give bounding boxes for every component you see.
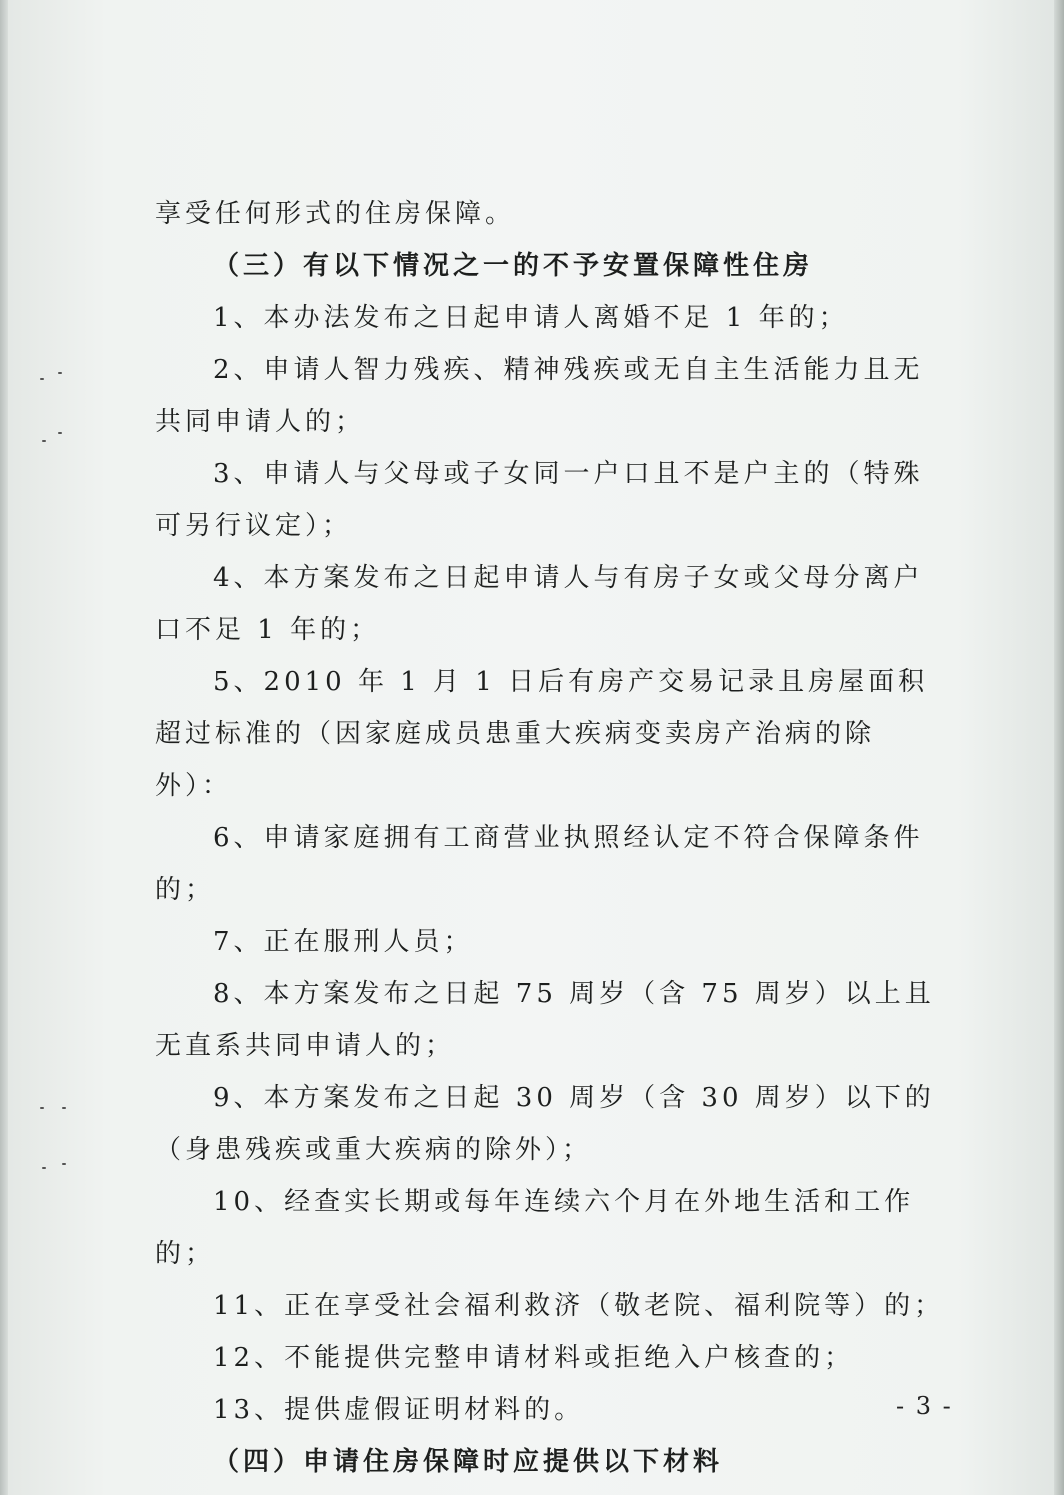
list-item: 11、正在享受社会福利救济（敬老院、福利院等）的； — [213, 1291, 945, 1321]
page-edge-left — [0, 0, 8, 1495]
paragraph-continuation: 享受任何形式的住房保障。 — [155, 199, 516, 229]
list-item: 3、申请人与父母或子女同一户口且不是户主的（特殊可另行议定）； — [155, 459, 924, 541]
list-item: 13、提供虚假证明材料的。 — [213, 1395, 585, 1425]
list-item: 4、本方案发布之日起申请人与有房子女或父母分离户口不足 1 年的； — [155, 563, 924, 645]
list-item: 8、本方案发布之日起 75 周岁（含 75 周岁）以上且无直系共同申请人的； — [155, 979, 935, 1061]
margin-mark — [42, 1167, 46, 1169]
page-number: - 3 - — [896, 1392, 953, 1420]
margin-mark — [40, 378, 44, 380]
document-body — [155, 188, 945, 1488]
margin-mark — [40, 1107, 44, 1109]
list-item: 9、本方案发布之日起 30 周岁（含 30 周岁）以下的（身患残疾或重大疾病的除外）； — [155, 1083, 935, 1165]
list-item: 12、不能提供完整申请材料或拒绝入户核查的； — [213, 1343, 855, 1373]
list-item: 10、经查实长期或每年连续六个月在外地生活和工作的； — [155, 1187, 915, 1269]
page-edge-right — [1054, 0, 1064, 1495]
margin-mark — [62, 1107, 66, 1109]
list-item: 7、正在服刑人员； — [213, 927, 474, 957]
list-item: 1、本办法发布之日起申请人离婚不足 1 年的； — [213, 303, 849, 333]
section-heading-3: （三）有以下情况之一的不予安置保障性住房 — [213, 251, 814, 281]
section-heading-4: （四）申请住房保障时应提供以下材料 — [213, 1447, 724, 1477]
margin-mark — [58, 432, 62, 434]
margin-mark — [58, 372, 62, 374]
list-item: 5、2010 年 1 月 1 日后有房产交易记录且房屋面积超过标准的（因家庭成员患重大疾病变卖房产治病的除外）： — [155, 667, 929, 801]
list-item: 6、申请家庭拥有工商营业执照经认定不符合保障条件的； — [155, 823, 924, 905]
margin-mark — [42, 440, 46, 442]
list-item: 2、申请人智力残疾、精神残疾或无自主生活能力且无共同申请人的； — [155, 355, 924, 437]
margin-mark — [62, 1163, 66, 1165]
